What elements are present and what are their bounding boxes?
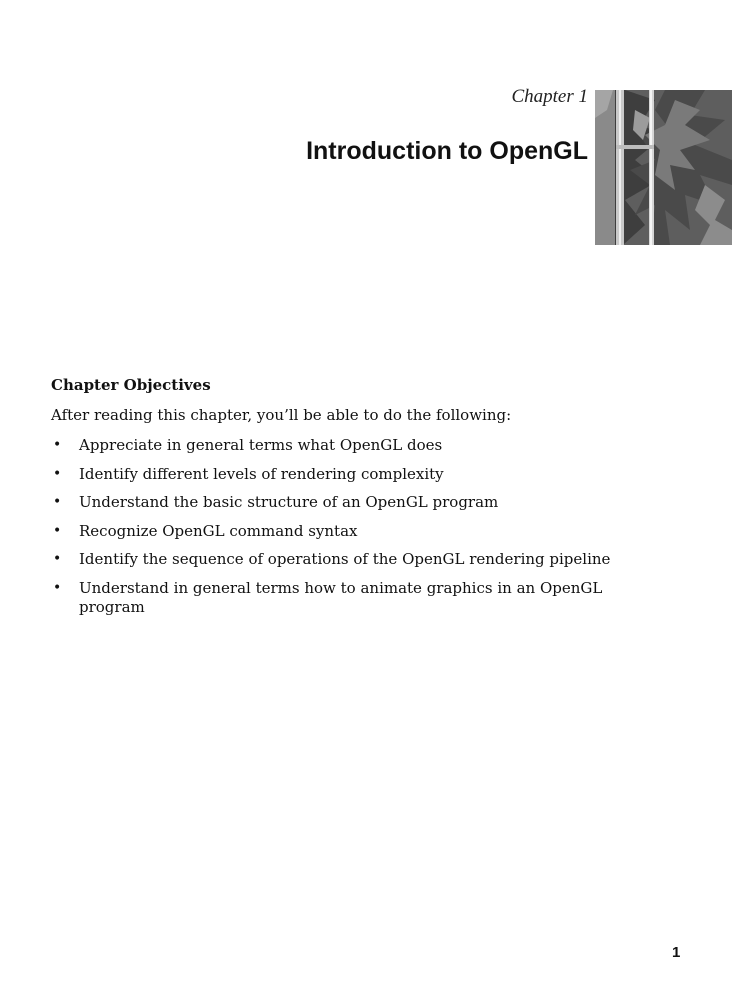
chapter-label: Chapter 1 (511, 86, 588, 107)
list-item: • Understand in general terms how to animate graphics in an OpenGL program (53, 578, 603, 616)
list-item: • Identify the sequence of operations of the OpenGL rendering pipeline (53, 550, 611, 568)
foliage-photo-icon (595, 90, 732, 245)
list-item: • Appreciate in general terms what OpenGL does (53, 436, 443, 454)
objectives-list (51, 436, 631, 626)
bullet-icon: • (53, 579, 62, 596)
objectives-heading: Chapter Objectives (51, 376, 211, 394)
list-item: • Understand the basic structure of an OpenGL program (53, 493, 499, 511)
bullet-icon: • (53, 465, 62, 482)
list-item: • Identify different levels of rendering complexity (53, 464, 444, 483)
page-number: 1 (672, 944, 681, 961)
chapter-title: Introduction to OpenGL (306, 137, 588, 165)
bullet-icon: • (53, 437, 62, 453)
bullet-icon: • (53, 494, 62, 510)
objectives-intro: After reading this chapter, you’ll be able to do the following: (51, 406, 512, 424)
bullet-icon: • (53, 551, 62, 567)
chapter-photo (595, 90, 732, 245)
bullet-icon: • (53, 522, 62, 539)
list-item: • Recognize OpenGL command syntax (53, 521, 358, 540)
